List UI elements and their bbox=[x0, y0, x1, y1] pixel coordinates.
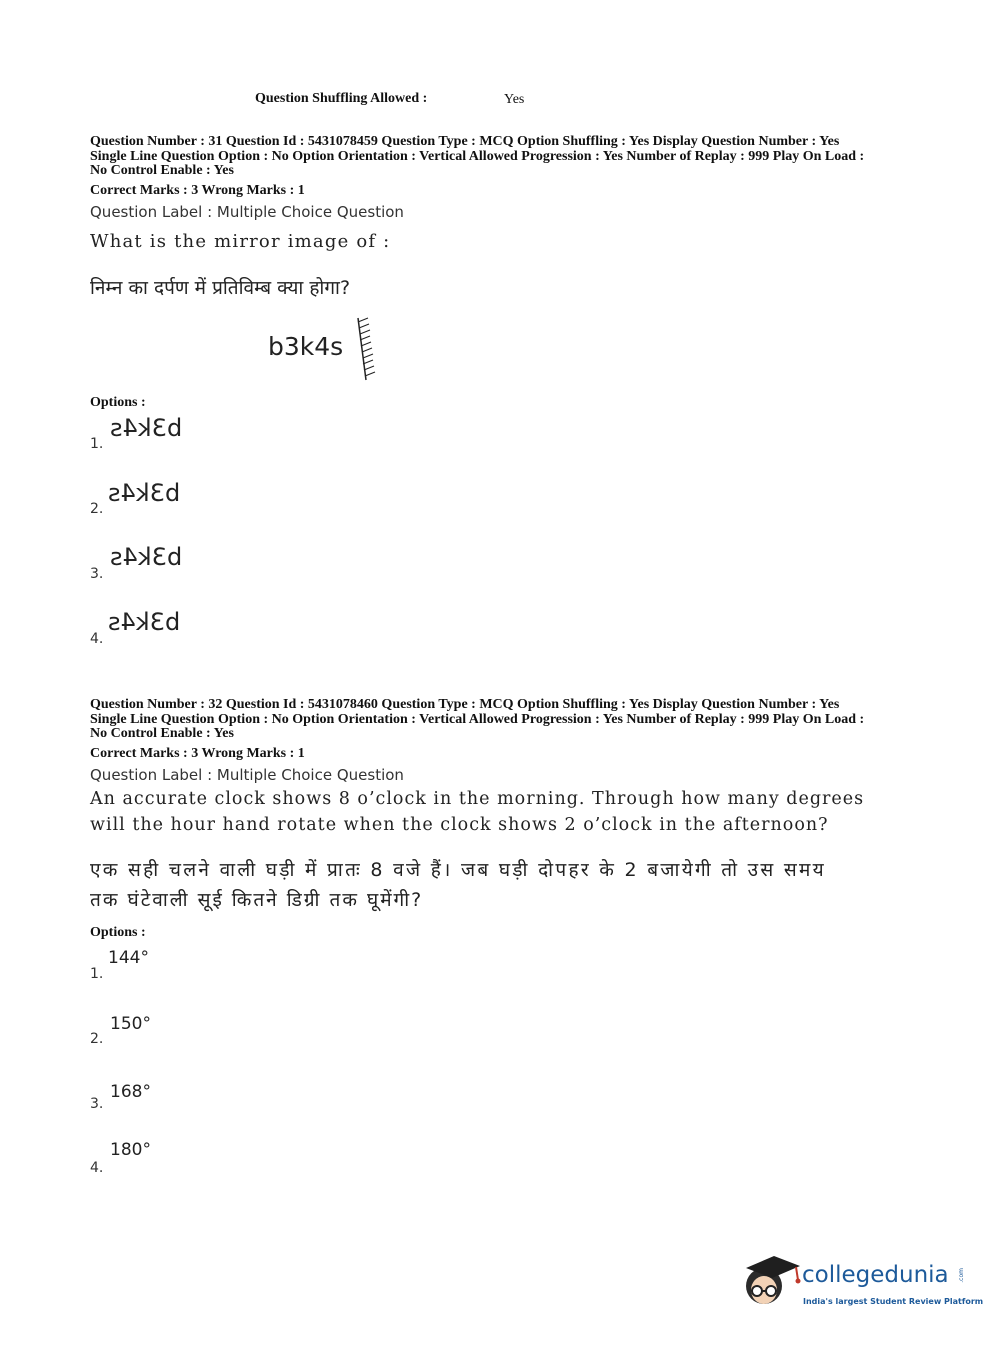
question-text-hindi-line-1: एक सही चलने वाली घड़ी में प्रातः 8 वजे हैं। जब घड़ी दोपहर के 2 बजायेगी तो उस समय bbox=[90, 859, 827, 881]
option-number: 3. bbox=[90, 1096, 104, 1112]
question-32 bbox=[90, 698, 864, 742]
question-text-english: What is the mirror image of : bbox=[90, 231, 391, 252]
option-text: 168° bbox=[110, 1082, 151, 1102]
options-heading: Options : bbox=[90, 925, 146, 940]
mirror-hatch-icon bbox=[350, 316, 380, 382]
question-text-english-line-1: An accurate clock shows 8 o’clock in the morning. Through how many degrees bbox=[90, 789, 865, 809]
shuffle-label: Question Shuffling Allowed : bbox=[255, 91, 428, 106]
option-number: 2. bbox=[90, 501, 104, 517]
question-marks: Correct Marks : 3 Wrong Marks : 1 bbox=[90, 746, 305, 761]
option-number: 4. bbox=[90, 1160, 104, 1176]
question-marks: Correct Marks : 3 Wrong Marks : 1 bbox=[90, 183, 305, 198]
figure-text: b3k4s bbox=[268, 332, 344, 361]
question-meta-line-2: Single Line Question Option : No Option Orientation : Vertical Allowed Progression : Yes Number of Replay : 999 Play On Load : bbox=[90, 711, 865, 727]
question-text-hindi-line-2: तक घंटेवाली सूई कितने डिग्री तक घूमेंगी? bbox=[90, 889, 424, 911]
mirror-figure bbox=[268, 332, 343, 361]
question-label: Question Label : Multiple Choice Question bbox=[90, 766, 404, 784]
option-text: b3k4s bbox=[110, 414, 183, 442]
option-text: 150° bbox=[110, 1014, 151, 1034]
logo-com-text: .com bbox=[958, 1268, 965, 1283]
option-text: b3k4s bbox=[108, 608, 181, 636]
logo-brand-text: collegedunia bbox=[802, 1262, 949, 1288]
option-number: 1. bbox=[90, 966, 104, 982]
option-number: 3. bbox=[90, 566, 104, 582]
question-31 bbox=[90, 135, 864, 179]
options-heading: Options : bbox=[90, 395, 146, 410]
question-text-english-line-2: will the hour hand rotate when the clock shows 2 o’clock in the afternoon? bbox=[90, 815, 829, 835]
mascot-icon bbox=[740, 1250, 802, 1312]
shuffle-value: Yes bbox=[504, 92, 525, 107]
question-text-hindi: निम्न का दर्पण में प्रतिविम्ब क्या होगा? bbox=[90, 277, 351, 299]
option-number: 2. bbox=[90, 1031, 104, 1047]
question-label: Question Label : Multiple Choice Question bbox=[90, 203, 404, 221]
question-meta-line-2: Single Line Question Option : No Option Orientation : Vertical Allowed Progression : Yes Number of Replay : 999 Play On Load : bbox=[90, 148, 865, 164]
option-text: b3k4s bbox=[108, 479, 181, 507]
option-text: 180° bbox=[110, 1140, 151, 1160]
question-meta-line-1: Question Number : 32 Question Id : 5431078460 Question Type : MCQ Option Shuffling : Yes Display Question Number : Yes bbox=[90, 697, 840, 712]
option-text: b3k4s bbox=[110, 543, 183, 571]
option-text: 144° bbox=[108, 948, 149, 968]
question-meta-line-3: No Control Enable : Yes bbox=[90, 726, 234, 741]
option-number: 4. bbox=[90, 631, 104, 647]
option-number: 1. bbox=[90, 436, 104, 452]
logo-tagline: India's largest Student Review Platform bbox=[803, 1297, 984, 1306]
question-meta-line-3: No Control Enable : Yes bbox=[90, 163, 234, 178]
question-meta-line-1: Question Number : 31 Question Id : 5431078459 Question Type : MCQ Option Shuffling : Yes Display Question Number : Yes bbox=[90, 134, 840, 149]
collegedunia-logo bbox=[740, 1250, 984, 1320]
